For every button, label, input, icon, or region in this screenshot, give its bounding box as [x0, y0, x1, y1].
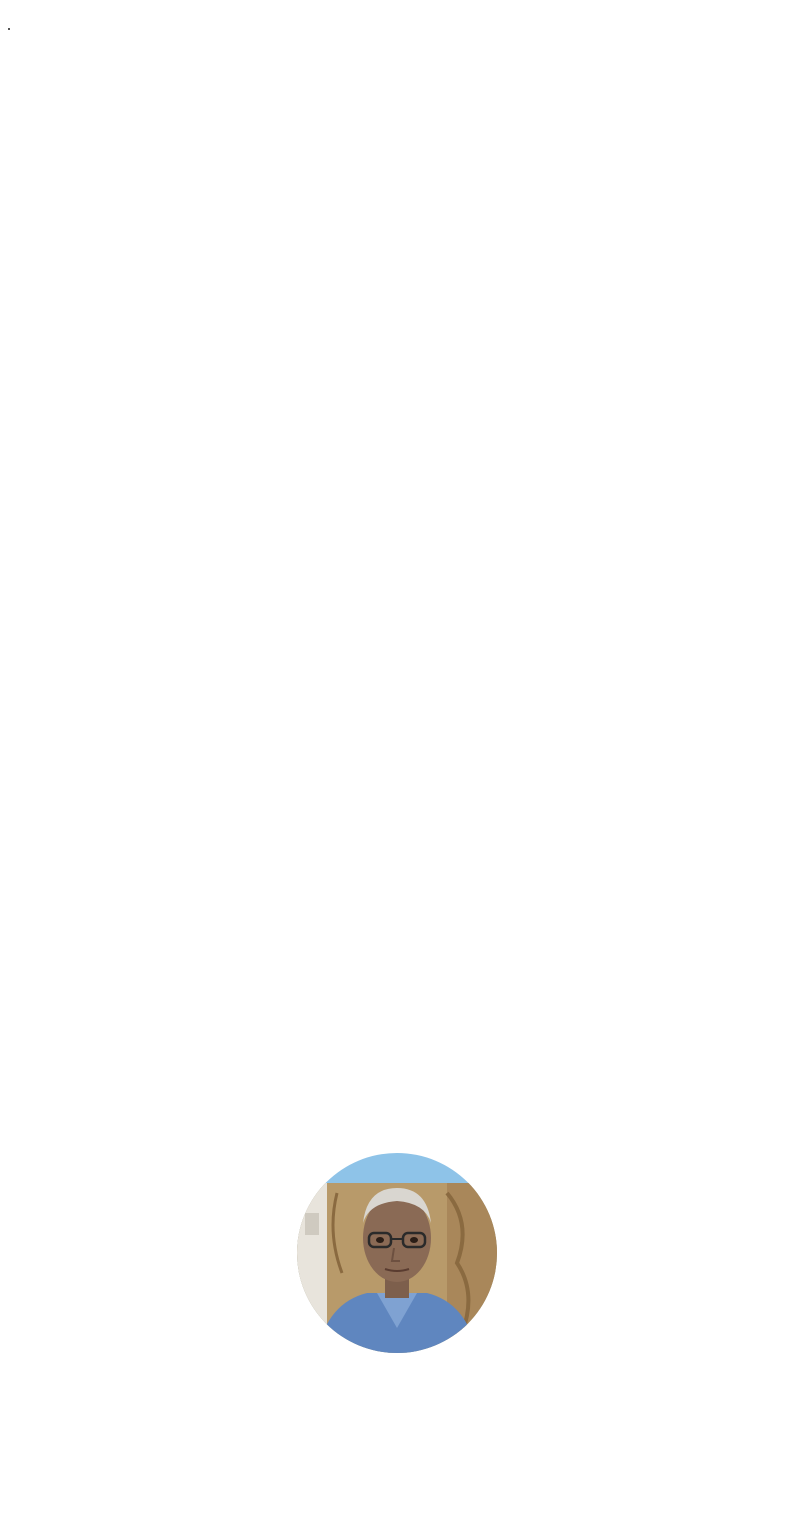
solution-explanation	[8, 67, 786, 85]
avatar-photo-illustration	[297, 1153, 497, 1353]
solution-answer	[8, 49, 786, 67]
author-avatar	[297, 1153, 497, 1353]
question-text	[8, 0, 786, 12]
solution-heading	[8, 30, 786, 49]
document-body	[0, 0, 794, 85]
